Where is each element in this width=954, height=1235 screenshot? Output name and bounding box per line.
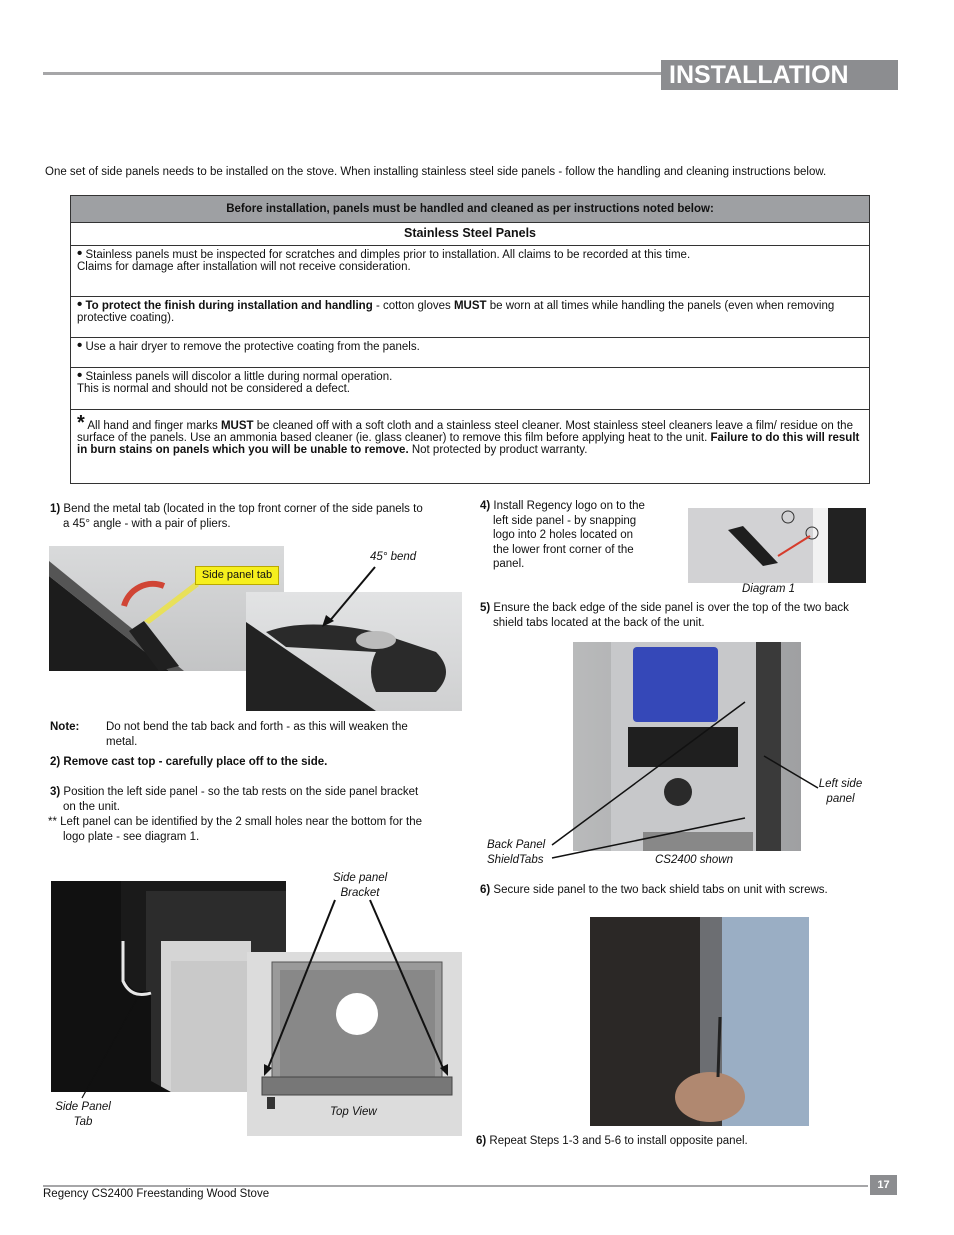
screw-install-photo xyxy=(590,917,809,1126)
back-panel-arrows xyxy=(550,700,750,860)
table-row: • Stainless panels will discolor a little during normal operation. This is normal and should not be considered a defect. xyxy=(71,368,870,410)
cs2400-caption: CS2400 shown xyxy=(655,854,733,866)
diagram-1-caption: Diagram 1 xyxy=(742,583,796,595)
table-row: • Use a hair dryer to remove the protective coating from the panels. xyxy=(71,338,870,368)
step-6: 6) Secure side panel to the two back shield tabs on unit with screws. xyxy=(480,884,828,896)
step-3-note: ** Left panel can be identified by the 2 small holes near the bottom for the logo plate - see diagram 1. xyxy=(48,816,422,843)
step-5: 5) Ensure the back edge of the side panel is over the top of the two back shield tabs located at the back of the unit. xyxy=(480,602,849,629)
side-panel-tab-callout: Side panel tab xyxy=(195,566,279,585)
step-4: 4) Install Regency logo on to the left side panel - by snapping logo into 2 holes located on the lower front corner of the panel. xyxy=(480,500,645,570)
step-3: 3) Position the left side panel - so the tab rests on the side panel bracket on the unit. xyxy=(50,786,419,813)
tab-pointer-line xyxy=(80,995,140,1100)
footer-rule xyxy=(43,1185,868,1187)
intro-text: One set of side panels needs to be installed on the stove. When installing stainless steel side panels - follow the handling and cleaning instructions below. xyxy=(45,166,827,178)
step-2: 2) Remove cast top - carefully place off to the side. xyxy=(50,756,328,768)
bend-arrow xyxy=(320,565,380,630)
back-panel-caption: Back Panel ShieldTabs xyxy=(487,839,546,866)
top-view-caption: Top View xyxy=(330,1106,377,1118)
footer-text: Regency CS2400 Freestanding Wood Stove xyxy=(43,1188,270,1200)
table-header: Before installation, panels must be handled and cleaned as per instructions noted below: xyxy=(71,196,870,223)
bullet-icon: • xyxy=(77,296,83,313)
bracket-caption: Side panel Bracket xyxy=(332,872,388,899)
table-title: Stainless Steel Panels xyxy=(71,223,870,246)
step-1: 1) Bend the metal tab (located in the top front corner of the side panels to a 45° angle - with a pair of pliers. xyxy=(50,503,423,530)
page-title: INSTALLATION xyxy=(661,60,898,90)
left-panel-arrow xyxy=(760,752,820,792)
bend-caption: 45° bend xyxy=(370,551,417,563)
note: Note: Do not bend the tab back and forth - as this will weaken the metal. xyxy=(50,721,408,748)
bullet-icon: • xyxy=(77,367,83,384)
bracket-arrows xyxy=(260,898,460,1078)
asterisk-icon: * xyxy=(77,412,85,434)
side-panel-tab-caption: Side Panel Tab xyxy=(55,1101,111,1128)
table-row: • To protect the finish during installation and handling - cotton gloves MUST be worn at all times while handling the panels (even when removing protective coating). xyxy=(71,297,870,338)
bullet-icon: • xyxy=(77,245,83,262)
table-row: * All hand and finger marks MUST be cleaned off with a soft cloth and a stainless steel cleaner. Most stainless steel cleaners leave a film/ residue on the surface of the panels. Use an ammonia based cleaner (ie. glass cleaner) to remove this film before applying heat to the unit. Failure to do this will result in burn stains on panels which you will be unable to remove. Not protected by product warranty. xyxy=(71,410,870,484)
panel-instructions-table xyxy=(70,195,870,484)
page-number: 17 xyxy=(870,1175,897,1195)
header-rule xyxy=(43,72,661,75)
table-row: • Stainless panels must be inspected for scratches and dimples prior to installation. All claims to be recorded at this time. Claims for damage after installation will not receive consideration. xyxy=(71,246,870,297)
bullet-icon: • xyxy=(77,337,83,354)
diagram-1-image xyxy=(688,508,866,583)
left-side-panel-caption: Left side panel xyxy=(818,778,863,805)
step-7: 6) Repeat Steps 1-3 and 5-6 to install opposite panel. xyxy=(476,1135,748,1147)
